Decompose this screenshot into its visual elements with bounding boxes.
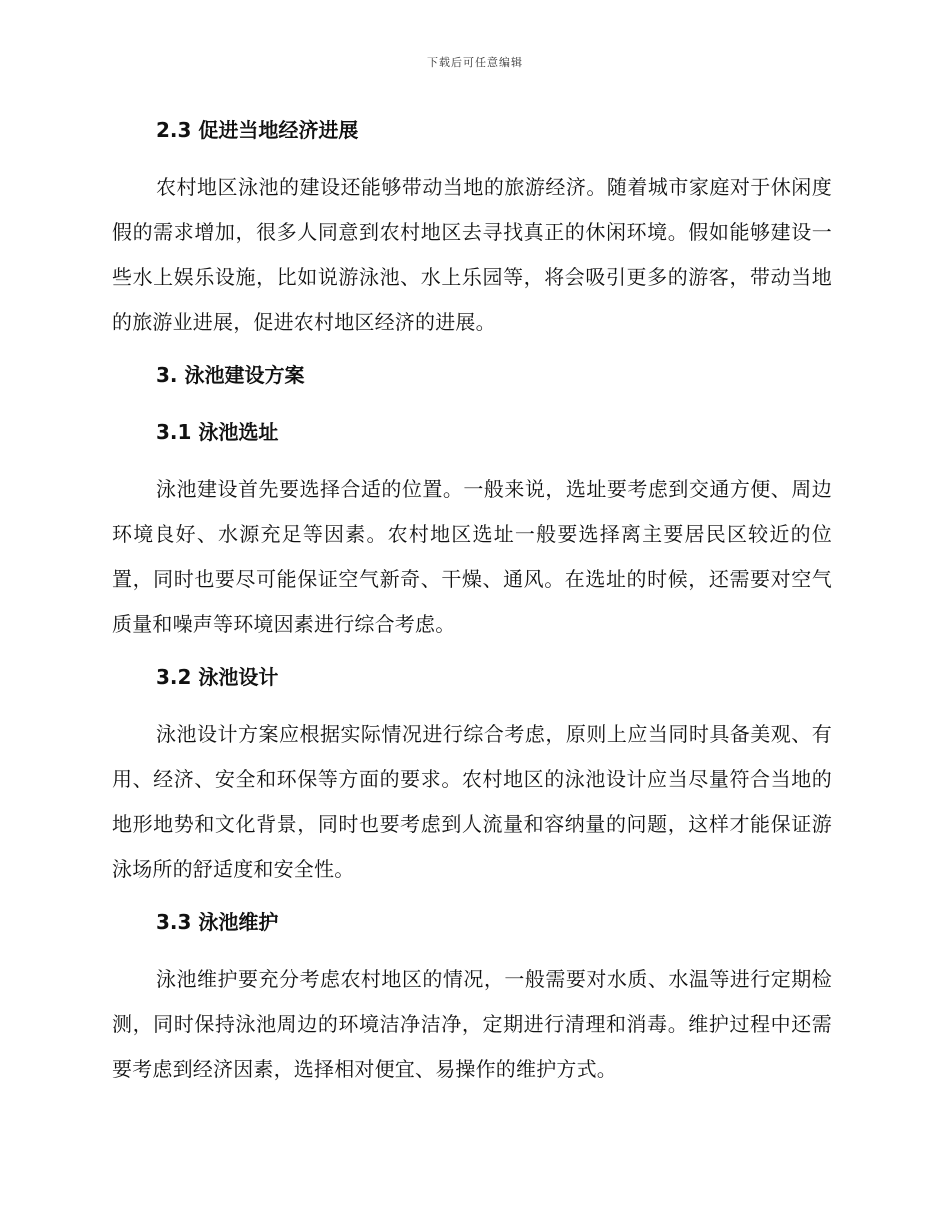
document-body [112,112,832,1092]
section-heading-3-2: 3.2 泳池设计 [156,665,279,689]
section-heading-3-3: 3.3 泳池维护 [156,910,279,934]
section-paragraph-2-3: 农村地区泳池的建设还能够带动当地的旅游经济。随着城市家庭对于休闲度假的需求增加，很多人同意到农村地区去寻找真正的休闲环境。假如能够建设一些水上娱乐设施，比如说游泳池、水上乐园等，将会吸引更多的游客，带动当地的旅游业进展，促进农村地区经济的进展。 [112,175,832,334]
section-paragraph-3-1: 泳池建设首先要选择合适的位置。一般来说，选址要考虑到交通方便、周边环境良好、水源充足等因素。农村地区选址一般要选择离主要居民区较近的位置，同时也要尽可能保证空气新奇、干燥、通风。在选址的时候，还需要对空气质量和噪声等环境因素进行综合考虑。 [112,477,832,636]
section-heading-2-3: 2.3 促进当地经济进展 [156,118,359,142]
section-paragraph-3-2: 泳池设计方案应根据实际情况进行综合考虑，原则上应当同时具备美观、有用、经济、安全和环保等方面的要求。农村地区的泳池设计应当尽量符合当地的地形地势和文化背景，同时也要考虑到人流量和容纳量的问题，这样才能保证游泳场所的舒适度和安全性。 [112,722,832,881]
section-heading-3-1: 3.1 泳池选址 [156,420,279,444]
section-paragraph-3-3: 泳池维护要充分考虑农村地区的情况，一般需要对水质、水温等进行定期检测，同时保持泳池周边的环境洁净洁净，定期进行清理和消毒。维护过程中还需要考虑到经济因素，选择相对便宜、易操作的维护方式。 [112,967,832,1081]
page-header-note: 下载后可任意编辑 [427,56,523,69]
section-heading-3: 3. 泳池建设方案 [156,363,305,387]
